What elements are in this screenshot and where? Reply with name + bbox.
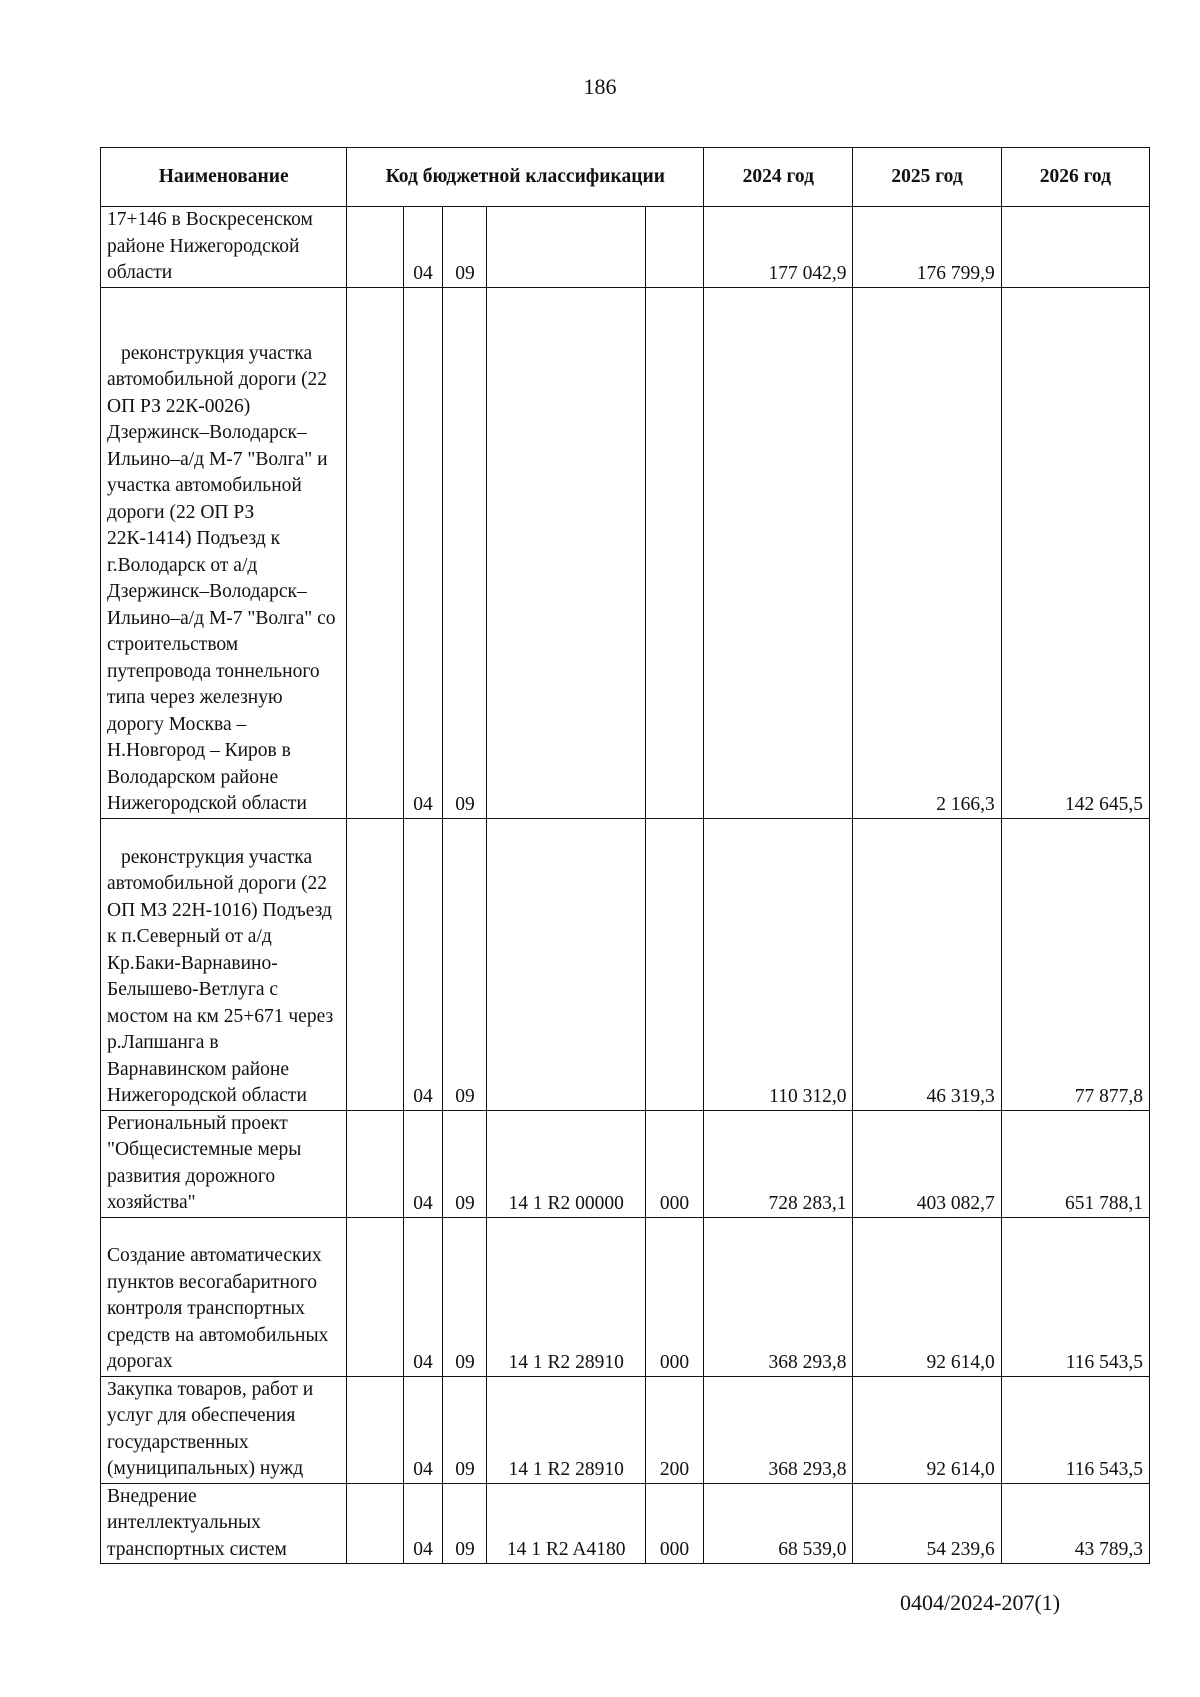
header-name: Наименование — [101, 148, 347, 207]
table-row — [101, 287, 1150, 818]
header-code: Код бюджетной классификации — [347, 148, 704, 207]
row-code-expense — [645, 207, 703, 288]
document-code: 0404/2024-207(1) — [900, 1590, 1061, 1615]
table-row — [101, 1217, 1150, 1376]
page-number: 186 — [583, 74, 617, 99]
row-name: 17+146 в Воскресенском районе Нижегородской области — [101, 207, 347, 288]
row-value-2024: 177 042,9 — [704, 207, 853, 288]
row-name: Создание автоматических пунктов весогабаритного контроля транспортных средств на автомобильных дорогах — [101, 1217, 347, 1376]
row-code-section: 04 — [403, 287, 443, 818]
row-name: Региональный проект "Общесистемные меры развития дорожного хозяйства" — [101, 1110, 347, 1217]
row-code-subsection: 09 — [443, 1376, 487, 1483]
row-name — [101, 287, 347, 818]
row-value-2026 — [1001, 207, 1149, 288]
table-row — [101, 1110, 1150, 1217]
row-value-2024: 368 293,8 — [704, 1217, 853, 1376]
row-code-1 — [347, 1376, 403, 1483]
row-name — [101, 818, 347, 1110]
table-row — [101, 207, 1150, 288]
row-code-target — [487, 207, 645, 288]
row-value-2025: 403 082,7 — [853, 1110, 1001, 1217]
table-header-row — [101, 148, 1150, 207]
row-code-section: 04 — [403, 1483, 443, 1564]
row-value-2024: 368 293,8 — [704, 1376, 853, 1483]
row-code-section: 04 — [403, 1217, 443, 1376]
row-code-section: 04 — [403, 207, 443, 288]
row-code-target: 14 1 R2 A4180 — [487, 1483, 645, 1564]
header-2025: 2025 год — [853, 148, 1001, 207]
table-row — [101, 1483, 1150, 1564]
row-value-2025: 46 319,3 — [853, 818, 1001, 1110]
row-code-subsection: 09 — [443, 818, 487, 1110]
header-2026: 2026 год — [1001, 148, 1149, 207]
row-code-target — [487, 287, 645, 818]
row-code-subsection: 09 — [443, 287, 487, 818]
row-code-expense: 000 — [645, 1483, 703, 1564]
row-code-target: 14 1 R2 00000 — [487, 1110, 645, 1217]
row-value-2025: 92 614,0 — [853, 1376, 1001, 1483]
table-row — [101, 818, 1150, 1110]
row-value-2024: 68 539,0 — [704, 1483, 853, 1564]
row-value-2024: 728 283,1 — [704, 1110, 853, 1217]
row-code-target: 14 1 R2 28910 — [487, 1217, 645, 1376]
row-code-expense: 000 — [645, 1217, 703, 1376]
row-value-2025: 92 614,0 — [853, 1217, 1001, 1376]
row-name: Закупка товаров, работ и услуг для обеспечения государственных (муниципальных) нужд — [101, 1376, 347, 1483]
budget-table — [100, 147, 1150, 1564]
row-code-subsection: 09 — [443, 1217, 487, 1376]
row-code-section: 04 — [403, 818, 443, 1110]
row-value-2026: 142 645,5 — [1001, 287, 1149, 818]
row-code-subsection: 09 — [443, 1483, 487, 1564]
table-row — [101, 1376, 1150, 1483]
header-2024: 2024 год — [704, 148, 853, 207]
row-code-expense — [645, 287, 703, 818]
row-value-2025: 54 239,6 — [853, 1483, 1001, 1564]
row-value-2024 — [704, 287, 853, 818]
row-code-section: 04 — [403, 1110, 443, 1217]
row-code-1 — [347, 1217, 403, 1376]
row-code-expense — [645, 818, 703, 1110]
row-code-target: 14 1 R2 28910 — [487, 1376, 645, 1483]
row-code-target — [487, 818, 645, 1110]
row-name-text: реконструкция участка автомобильной дороги (22 ОП МЗ 22Н-1016) Подъезд к п.Северный от а/д Кр.Баки-Варнавино-Белышево-Ветлуга с мостом на км 25+671 через р.Лапшанга в Варнавинском районе Нижегородской области — [107, 846, 334, 1106]
row-code-1 — [347, 207, 403, 288]
row-value-2025: 2 166,3 — [853, 287, 1001, 818]
row-code-1 — [347, 1483, 403, 1564]
row-code-section: 04 — [403, 1376, 443, 1483]
row-value-2024: 110 312,0 — [704, 818, 853, 1110]
row-name: Внедрение интеллектуальных транспортных систем — [101, 1483, 347, 1564]
row-value-2026: 116 543,5 — [1001, 1217, 1149, 1376]
row-code-subsection: 09 — [443, 1110, 487, 1217]
row-value-2026: 651 788,1 — [1001, 1110, 1149, 1217]
row-code-expense: 000 — [645, 1110, 703, 1217]
row-value-2025: 176 799,9 — [853, 207, 1001, 288]
row-name-text: реконструкция участка автомобильной дороги (22 ОП РЗ 22К-0026) Дзержинск–Володарск–Ильино–а/д М-7 "Волга" и участка автомобильной дороги (22 ОП РЗ 22К-1414) Подъезд к г.Володарск от а/д Дзержинск–Володарск–Ильино–а/д М-7 "Волга" со строительством путепровода тоннельного типа через железную дорогу Москва – Н.Новгород – Киров в Володарском районе Нижегородской области — [107, 342, 336, 814]
row-code-1 — [347, 287, 403, 818]
row-code-subsection: 09 — [443, 207, 487, 288]
row-value-2026: 77 877,8 — [1001, 818, 1149, 1110]
row-code-1 — [347, 818, 403, 1110]
row-code-1 — [347, 1110, 403, 1217]
row-value-2026: 43 789,3 — [1001, 1483, 1149, 1564]
row-code-expense: 200 — [645, 1376, 703, 1483]
row-value-2026: 116 543,5 — [1001, 1376, 1149, 1483]
